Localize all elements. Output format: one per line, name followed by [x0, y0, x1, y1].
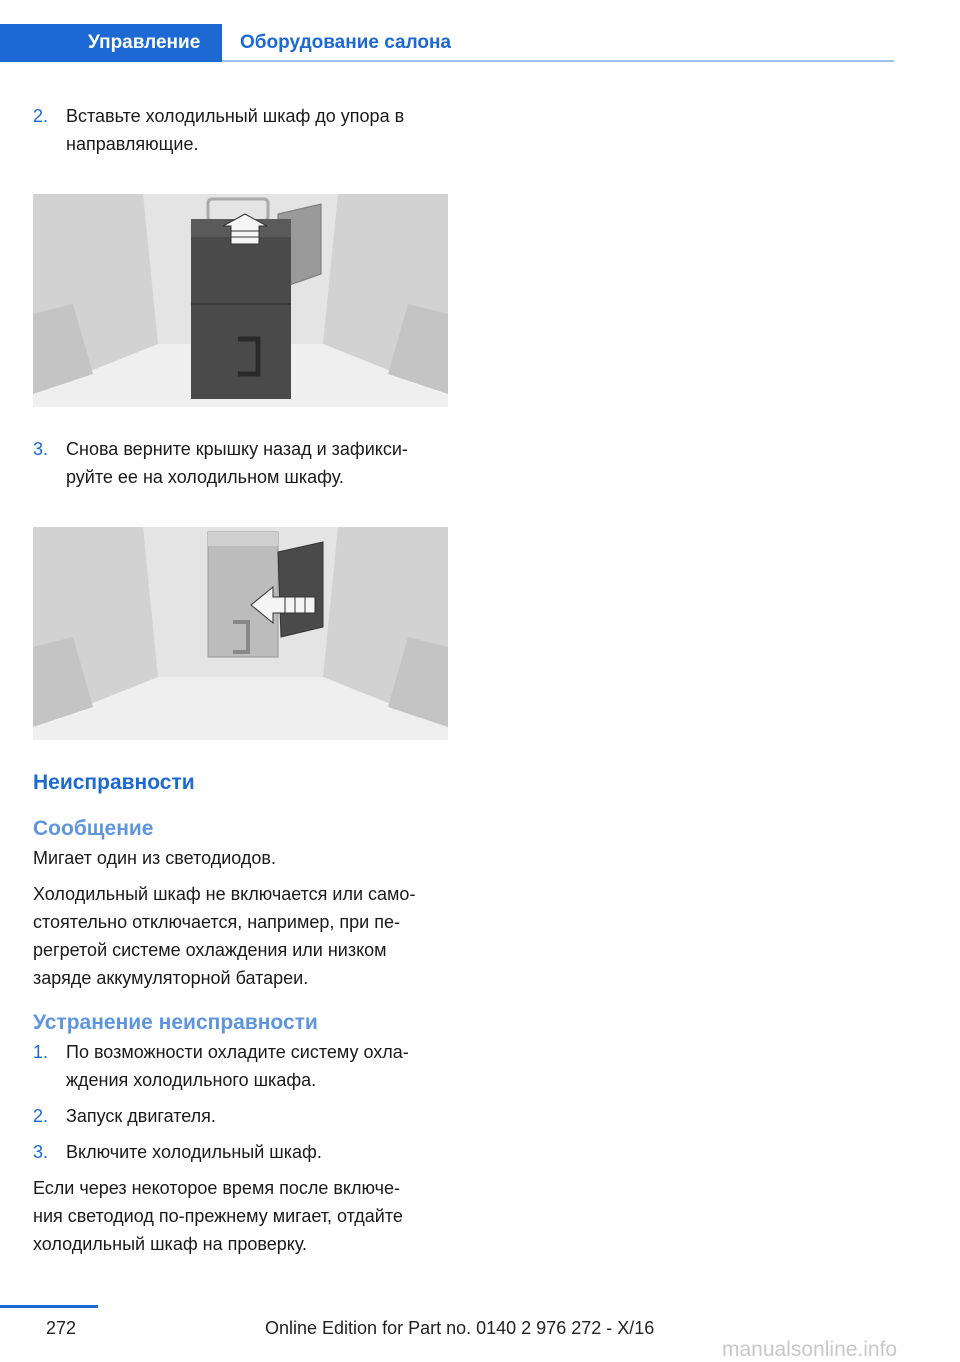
step-number: 1. — [33, 1042, 49, 1062]
fix-step-1 — [33, 1038, 448, 1094]
subheading-message: Сообщение — [33, 817, 154, 840]
step-2-insert — [33, 102, 448, 158]
footer-divider — [0, 1305, 98, 1308]
text-line: ния светодиод по-прежнему мигает, отдайте — [33, 1206, 403, 1226]
text-line: холодильный шкаф на проверку. — [33, 1234, 308, 1254]
step-text-line: направляющие. — [66, 134, 199, 154]
edition-info: Online Edition for Part no. 0140 2 976 272 - X/16 — [265, 1318, 655, 1338]
closing-instruction — [33, 1174, 448, 1258]
text-line: стоятельно отключается, например, при пе‐ — [33, 912, 400, 932]
message-led-blinks: Мигает один из светодиодов. — [33, 848, 276, 868]
page-header — [0, 0, 960, 64]
text-line: Если через некоторое время после включе‐ — [33, 1178, 400, 1198]
page-content — [33, 102, 448, 1258]
header-divider — [222, 60, 894, 62]
message-description — [33, 880, 448, 992]
fridge-lid-illustration — [33, 527, 448, 740]
fridge-insert-illustration — [33, 194, 448, 407]
step-number: 3. — [33, 439, 49, 459]
fix-step-2 — [33, 1102, 448, 1130]
text-line: Холодильный шкаф не включается или само‐ — [33, 884, 416, 904]
step-number: 2. — [33, 1106, 49, 1126]
step-text-line: Вставьте холодильный шкаф до упора в — [66, 106, 405, 126]
watermark: manualsonline.info — [722, 1338, 898, 1361]
step-text-line: По возможности охладите систему охла‐ — [66, 1042, 409, 1062]
page-number: 272 — [46, 1318, 77, 1338]
step-text-line: Запуск двигателя. — [66, 1106, 216, 1126]
subheading-troubleshooting: Устранение неисправности — [33, 1011, 318, 1034]
step-number: 3. — [33, 1142, 49, 1162]
text-line: регретой системе охлаждения или низком — [33, 940, 387, 960]
step-number: 2. — [33, 106, 49, 126]
text-line: заряде аккумуляторной батареи. — [33, 968, 309, 988]
step-3-close-lid — [33, 435, 448, 491]
step-text-line: Снова верните крышку назад и зафикси‐ — [66, 439, 408, 459]
section-title-malfunctions: Неисправности — [33, 771, 195, 794]
fix-step-3 — [33, 1138, 448, 1166]
step-text-line: Включите холодильный шкаф. — [66, 1142, 322, 1162]
step-text-line: ждения холодильного шкафа. — [66, 1070, 317, 1090]
tab-control[interactable]: Управление — [0, 24, 222, 62]
step-text-line: руйте ее на холодильном шкафу. — [66, 467, 344, 487]
tab-interior-equipment[interactable]: Оборудование салона — [240, 32, 452, 53]
